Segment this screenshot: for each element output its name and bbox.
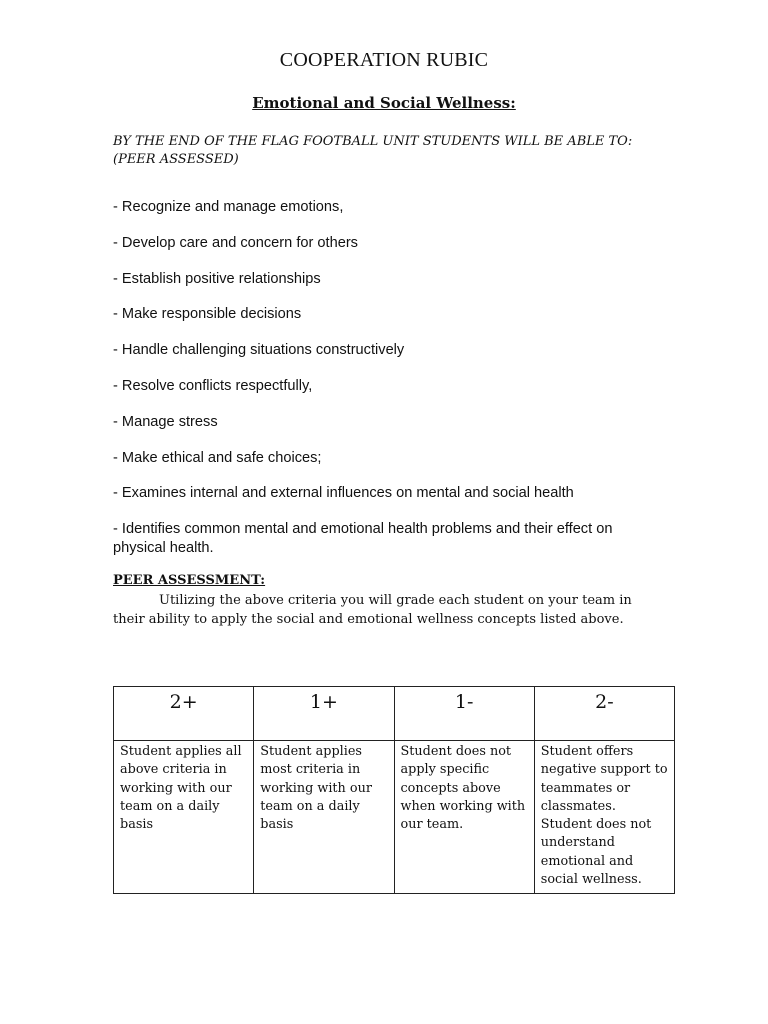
rubric-description-cell: Student applies most criteria in working with our team on a daily basis (254, 741, 394, 894)
list-item: - Resolve conflicts respectfully, (113, 377, 313, 394)
document-title: COOPERATION RUBIC (279, 49, 489, 71)
rubric-score-header: 2- (534, 687, 674, 741)
rubric-description-row (114, 741, 675, 894)
list-item: - Manage stress (113, 413, 218, 430)
rubric-score-header: 2+ (114, 687, 254, 741)
section-title: Emotional and Social Wellness: (252, 94, 516, 112)
peer-assessment-text: Utilizing the above criteria you will grade each student on your team in their ability to apply the social and emotional wellness concepts listed above. (113, 593, 632, 627)
peer-assessment-heading: PEER ASSESSMENT: (113, 573, 266, 588)
rubric-header-row (114, 687, 675, 741)
intro-statement: BY THE END OF THE FLAG FOOTBALL UNIT STUDENTS WILL BE ABLE TO: (PEER ASSESSED) (113, 134, 633, 167)
list-item: - Identifies common mental and emotional health problems and their effect on physical health. (113, 521, 613, 556)
list-item: - Examines internal and external influences on mental and social health (113, 485, 574, 502)
list-item: - Make ethical and safe choices; (113, 449, 322, 466)
rubric-score-header: 1+ (254, 687, 394, 741)
objectives-list (113, 198, 653, 574)
rubric-table (113, 686, 675, 894)
rubric-description-cell: Student applies all above criteria in working with our team on a daily basis (114, 741, 254, 894)
rubric-score-header: 1- (394, 687, 534, 741)
list-item: - Handle challenging situations constructively (113, 342, 405, 359)
list-item: - Establish positive relationships (113, 270, 321, 287)
list-item: - Develop care and concern for others (113, 234, 358, 251)
rubric-description-cell: Student does not apply specific concepts above when working with our team. (394, 741, 534, 894)
list-item: - Make responsible decisions (113, 306, 302, 323)
list-item: - Recognize and manage emotions, (113, 199, 344, 215)
rubric-description-cell: Student offers negative support to teammates or classmates. Student does not understand emotional and social wellness. (534, 741, 674, 894)
